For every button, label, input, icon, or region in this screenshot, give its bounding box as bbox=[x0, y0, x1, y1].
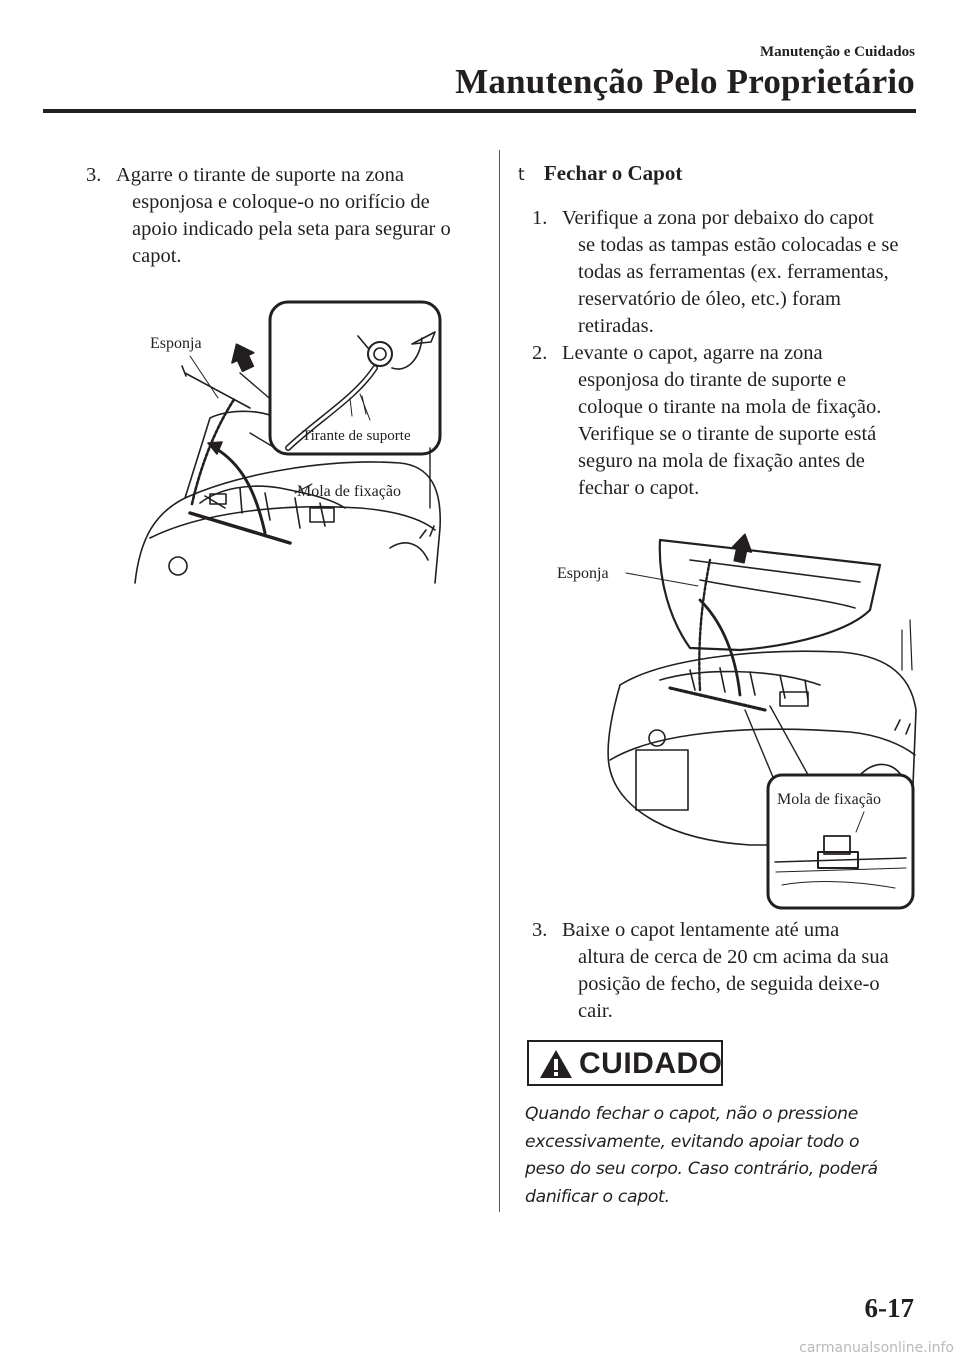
label-sponge: Esponja bbox=[150, 335, 202, 352]
step-line: capot. bbox=[132, 245, 182, 267]
caution-line: danificar o capot. bbox=[525, 1186, 670, 1207]
section-marker-icon: t bbox=[518, 165, 525, 185]
label-sponge: Esponja bbox=[557, 565, 609, 582]
step-line: reservatório de óleo, etc.) foram bbox=[578, 288, 841, 310]
right-step-2 bbox=[532, 340, 932, 502]
step-line: Verifique a zona por debaixo do capot bbox=[562, 207, 874, 229]
right-step-1 bbox=[532, 205, 932, 340]
step-line: fechar o capot. bbox=[578, 477, 700, 499]
caution-box bbox=[527, 1040, 723, 1086]
step-line: esponjosa e coloque-o no orifício de bbox=[132, 191, 430, 213]
left-step-3 bbox=[86, 162, 486, 270]
step-line: altura de cerca de 20 cm acima da sua bbox=[578, 946, 889, 968]
step-line: coloque o tirante na mola de fixação. bbox=[578, 396, 882, 418]
step-line: Levante o capot, agarre na zona bbox=[562, 342, 823, 364]
step-number: 1. bbox=[532, 207, 548, 229]
column-divider bbox=[499, 150, 500, 1212]
page-number: 6-17 bbox=[864, 1293, 914, 1323]
page-title: Manutenção Pelo Proprietário bbox=[455, 62, 915, 101]
step-line: se todas as tampas estão colocadas e se bbox=[578, 234, 899, 256]
header-rule bbox=[43, 109, 916, 113]
step-line: Verifique se o tirante de suporte está bbox=[578, 423, 877, 445]
step-line: posição de fecho, de seguida deixe-o bbox=[578, 973, 880, 995]
caution-line: peso do seu corpo. Caso contrário, poderá bbox=[525, 1159, 878, 1179]
watermark: carmanualsonline.info bbox=[799, 1340, 954, 1356]
step-number: 3. bbox=[532, 919, 548, 941]
right-step-3 bbox=[532, 917, 932, 1025]
closing-hood-illustration bbox=[550, 520, 920, 912]
caution-line: excessivamente, evitando apoiar todo o bbox=[525, 1131, 860, 1152]
hood-prop-rod-illustration bbox=[130, 298, 450, 588]
chapter-title: Manutenção e Cuidados bbox=[759, 44, 915, 60]
step-line: Agarre o tirante de suporte na zona bbox=[116, 164, 405, 186]
step-line: cair. bbox=[578, 1000, 613, 1022]
step-line: apoio indicado pela seta para segurar o bbox=[132, 218, 451, 240]
step-number: 2. bbox=[532, 342, 548, 364]
caution-text bbox=[525, 1101, 925, 1211]
label-retaining-clip: Mola de fixação bbox=[297, 483, 401, 500]
step-line: retiradas. bbox=[578, 315, 654, 337]
step-number: 3. bbox=[86, 164, 102, 186]
step-line: Baixe o capot lentamente até uma bbox=[562, 919, 840, 941]
step-line: todas as ferramentas (ex. ferramentas, bbox=[578, 261, 889, 283]
section-title: Fechar o Capot bbox=[543, 161, 683, 185]
caution-label: CUIDADO bbox=[579, 1047, 723, 1080]
label-retaining-clip: Mola de fixação bbox=[777, 791, 881, 808]
step-line: seguro na mola de fixação antes de bbox=[578, 450, 865, 472]
warning-triangle-icon bbox=[538, 1048, 574, 1080]
caution-line: Quando fechar o capot, não o pressione bbox=[525, 1104, 859, 1124]
section-heading bbox=[518, 161, 682, 186]
step-line: esponjosa do tirante de suporte e bbox=[578, 369, 847, 391]
label-support-rod: Tirante de suporte bbox=[302, 428, 411, 444]
